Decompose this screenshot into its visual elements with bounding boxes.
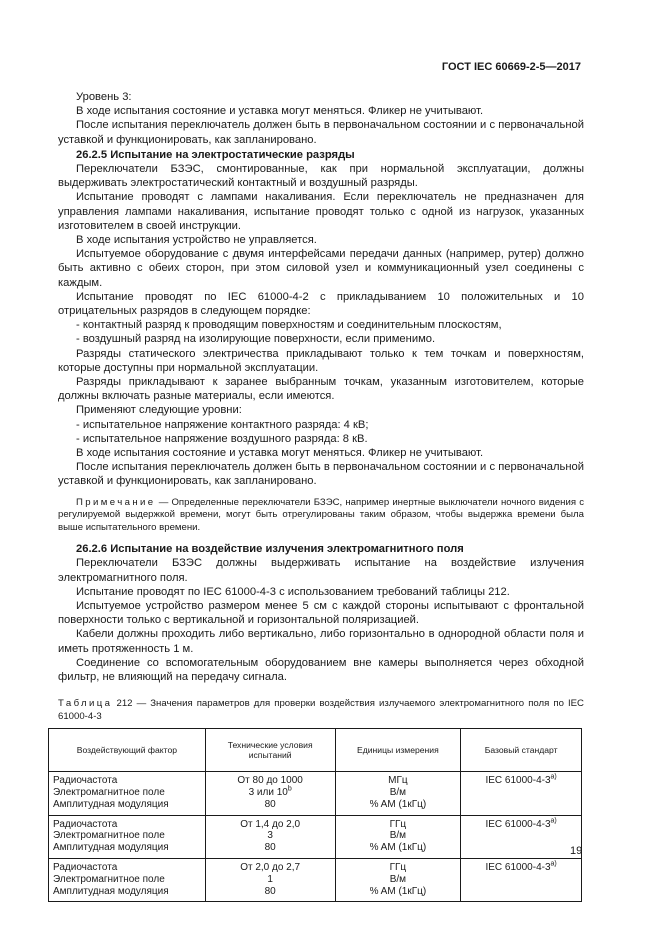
factor-text: Электромагнитное поле bbox=[53, 830, 165, 842]
table-row bbox=[49, 859, 582, 902]
section-heading: 26.2.5 Испытание на электростатические разряды bbox=[76, 148, 355, 161]
conditions-cell bbox=[205, 815, 335, 858]
unit-text: % AM (1кГц) bbox=[369, 885, 427, 897]
units-cell bbox=[335, 772, 461, 815]
unit-text: % AM (1кГц) bbox=[369, 842, 427, 854]
condition-text: 80 bbox=[264, 842, 276, 854]
standard-cell bbox=[461, 772, 582, 815]
paragraph: Кабели должны проходить либо вертикально, либо горизонтально в однородной области поля и иметь протяженность 1 м. bbox=[58, 628, 584, 655]
note bbox=[58, 497, 584, 535]
list-item: - воздушный разряд на изолирующие поверхности, если применимо. bbox=[76, 333, 436, 346]
condition-text: 3 bbox=[267, 830, 273, 842]
note-text: — Определенные переключатели БЗЭС, например инертные выключатели ночного видения с регулируемой выдержкой времени, могут быть отрегулированы таким образом, чтобы выдержка времени была выше испытательного времени. bbox=[58, 496, 584, 533]
list-item: - контактный разряд к проводящим поверхностям и соединительным плоскостям, bbox=[76, 319, 502, 332]
paragraph: В ходе испытания состояние и уставка могут меняться. Фликер не учитывают. bbox=[76, 447, 484, 460]
paragraph: Применяют следующие уровни: bbox=[76, 404, 242, 417]
factor-cell bbox=[49, 859, 206, 902]
footnote-marker: a) bbox=[550, 817, 557, 825]
factor-text: Амплитудная модуляция bbox=[53, 842, 169, 854]
paragraph: После испытания переключатель должен быть в первоначальном состоянии и с первоначальной уставкой и функционировать, как запланировано. bbox=[58, 119, 584, 146]
units-cell bbox=[335, 815, 461, 858]
unit-text: ГГц bbox=[389, 818, 407, 830]
standard-text: IEC 61000-4-3 bbox=[485, 862, 551, 873]
table-caption-text: 212 — Значения параметров для проверки воздействия излучаемого электромагнитного поля по IEC 61000-4-3 bbox=[58, 698, 584, 722]
paragraph: Переключатели БЗЭС, смонтированные, как при нормальной эксплуатации, должны выдерживать электростатический контактный и воздушный разряды. bbox=[58, 163, 584, 190]
list-item: - испытательное напряжение контактного разряда: 4 кВ; bbox=[76, 418, 369, 431]
paragraph: Разряды статического электричества прикладывают только к тем точкам и поверхностям, которые доступны при нормальной эксплуатации. bbox=[58, 347, 584, 374]
footnote-marker: b bbox=[287, 785, 292, 793]
table-caption-label: Таблица bbox=[58, 698, 113, 710]
factor-text: Электромагнитное поле bbox=[53, 873, 165, 885]
table-row bbox=[49, 772, 582, 815]
unit-text: ГГц bbox=[389, 862, 407, 873]
factor-cell bbox=[49, 815, 206, 858]
section-heading: 26.2.6 Испытание на воздействие излучения электромагнитного поля bbox=[76, 543, 464, 556]
column-header: Базовый стандарт bbox=[461, 729, 582, 772]
unit-text: В/м bbox=[389, 873, 407, 885]
paragraph: Соединение со вспомогательным оборудованием вне камеры выполняется через обходной фильтр, не влияющий на передачу сигнала. bbox=[58, 656, 584, 684]
conditions-cell bbox=[205, 859, 335, 902]
factor-text: Радиочастота bbox=[53, 862, 118, 873]
parameters-table bbox=[48, 728, 582, 902]
paragraph: Испытуемое устройство размером менее 5 см с каждой стороны испытывают с фронтальной поверхности только с вертикальной и горизонтальной поляризацией. bbox=[58, 600, 584, 627]
condition-text: 1 bbox=[267, 873, 273, 885]
paragraph: Переключатели БЗЭС должны выдерживать испытание на воздействие излучения электромагнитного поля. bbox=[58, 557, 584, 584]
paragraph: Испытание проводят по IEC 61000-4-2 с прикладыванием 10 положительных и 10 отрицательных разрядов в следующем порядке: bbox=[58, 290, 584, 318]
standard-cell bbox=[461, 815, 582, 858]
column-header: Единицы измерения bbox=[335, 729, 461, 772]
document-body bbox=[53, 90, 584, 902]
page-number: 19 bbox=[570, 845, 583, 857]
condition-text: 3 или 10 bbox=[248, 787, 288, 799]
document-header: ГОСТ IEC 60669-2-5—2017 bbox=[441, 61, 581, 73]
paragraph: Уровень 3: bbox=[76, 91, 132, 103]
paragraph: В ходе испытания состояние и уставка могут меняться. Фликер не учитывают. bbox=[76, 105, 484, 118]
condition-text: От 2,0 до 2,7 bbox=[240, 862, 301, 873]
column-header: Технические условия испытаний bbox=[205, 729, 335, 772]
factor-text: Радиочастота bbox=[53, 818, 118, 830]
unit-text: % AM (1кГц) bbox=[369, 798, 427, 810]
paragraph: В ходе испытания устройство не управляется. bbox=[76, 234, 317, 247]
table-row bbox=[49, 815, 582, 858]
paragraph: Испытание проводят по IEC 61000-4-3 с использованием требований таблицы 212. bbox=[76, 585, 510, 598]
condition-line bbox=[210, 787, 331, 799]
conditions-cell bbox=[205, 772, 335, 815]
standard-text: IEC 61000-4-3 bbox=[485, 818, 551, 830]
unit-text: МГц bbox=[388, 775, 408, 787]
condition-text: От 80 до 1000 bbox=[237, 775, 303, 787]
table-header-row bbox=[49, 729, 582, 772]
paragraph: После испытания переключатель должен быть в первоначальном состоянии и с первоначальной уставкой и функционировать, как запланировано. bbox=[58, 461, 584, 488]
factor-text: Электромагнитное поле bbox=[53, 787, 165, 799]
standard-text: IEC 61000-4-3 bbox=[485, 775, 551, 787]
factor-cell bbox=[49, 772, 206, 815]
units-cell bbox=[335, 859, 461, 902]
factor-text: Амплитудная модуляция bbox=[53, 798, 169, 810]
factor-text: Амплитудная модуляция bbox=[53, 885, 169, 897]
footnote-marker: a) bbox=[550, 860, 557, 868]
condition-text: 80 bbox=[264, 798, 276, 810]
unit-text: В/м bbox=[389, 787, 407, 799]
note-label: Примечание bbox=[76, 496, 156, 508]
paragraph: Испытуемое оборудование с двумя интерфейсами передачи данных (например, рутер) должно быть активно с обеих сторон, при этом силовой узел и коммуникационный узел соединены с каждым. bbox=[58, 248, 584, 289]
standard-cell bbox=[461, 859, 582, 902]
paragraph: Разряды прикладывают к заранее выбранным точкам, указанным изготовителем, которые должны включать разные материалы, если имеются. bbox=[58, 376, 584, 403]
factor-text: Радиочастота bbox=[53, 775, 118, 787]
unit-text: В/м bbox=[389, 830, 407, 842]
list-item: - испытательное напряжение воздушного разряда: 8 кВ. bbox=[76, 432, 368, 445]
column-header: Воздействующий фактор bbox=[49, 729, 206, 772]
condition-text: От 1,4 до 2,0 bbox=[240, 818, 301, 830]
footnote-marker: a) bbox=[550, 773, 557, 781]
table-caption bbox=[58, 698, 584, 723]
condition-text: 80 bbox=[264, 885, 276, 897]
paragraph: Испытание проводят с лампами накаливания. Если переключатель не предназначен для управления лампами накаливания, испытание проводят только с одной из нагрузок, указанных изготовителем в своей инструкции. bbox=[58, 191, 584, 232]
